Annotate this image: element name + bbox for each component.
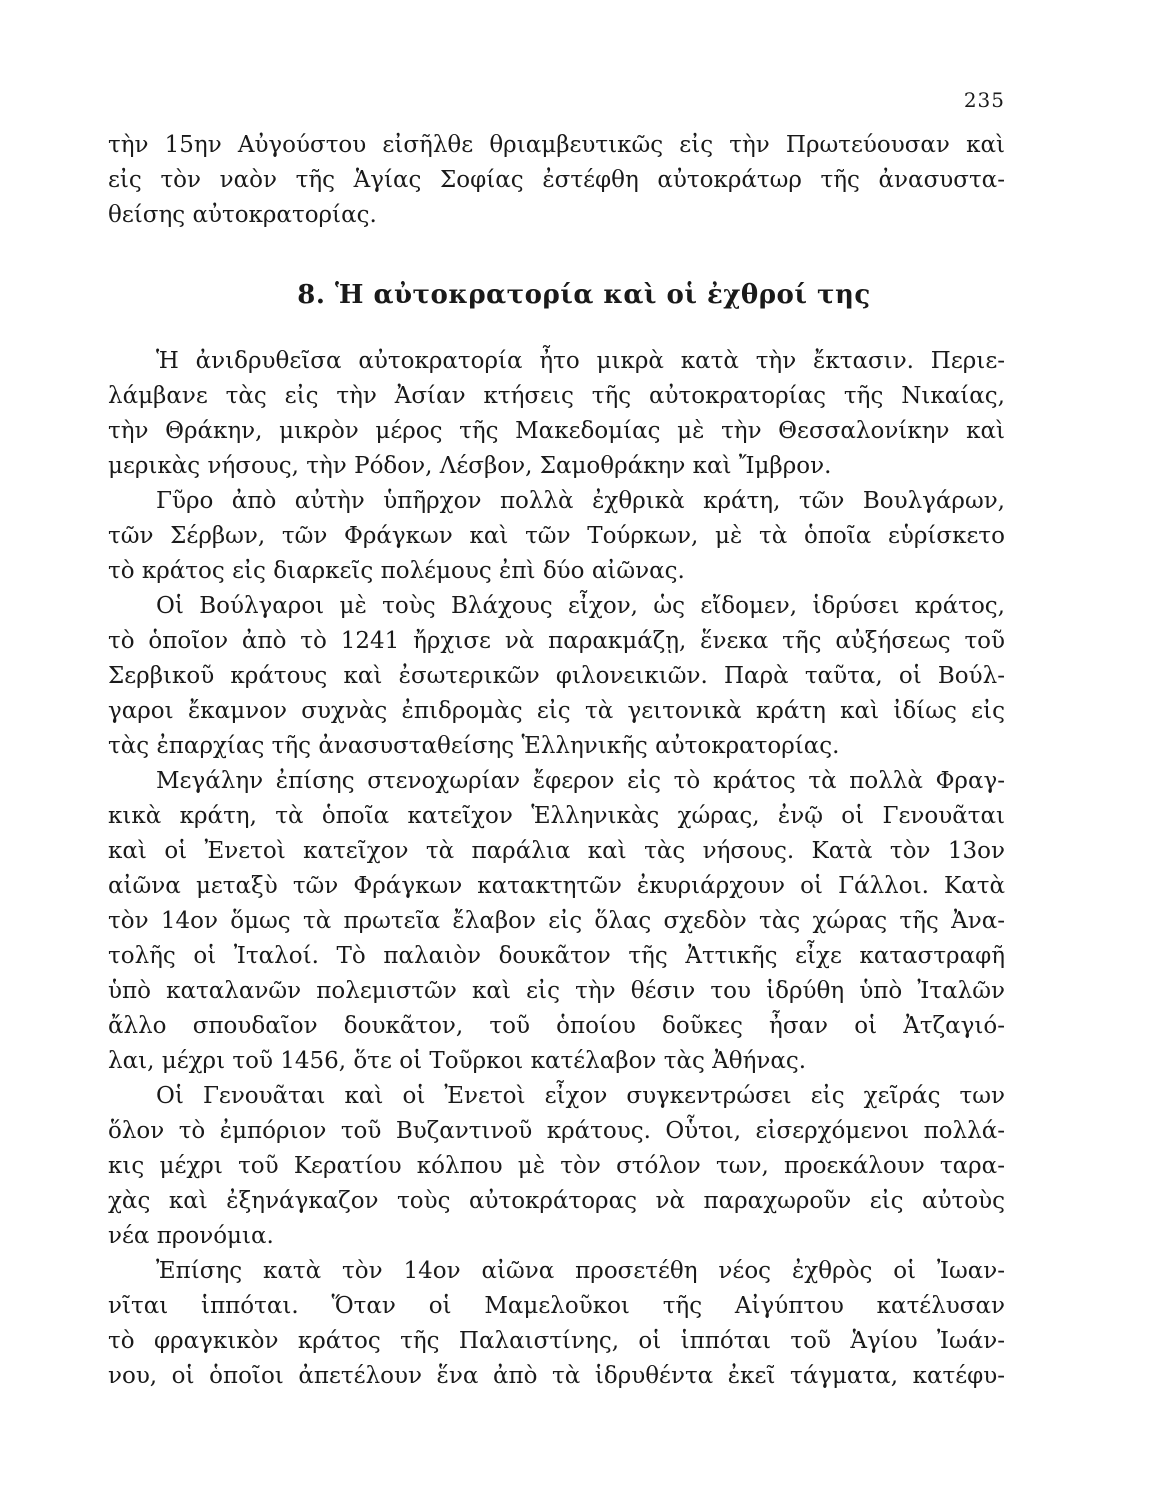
text-line: νου, οἱ ὁποῖοι ἀπετέλουν ἕνα ἀπὸ τὰ ἱδρυθέντα ἐκεῖ τάγματα, κατέφυ- (108, 1363, 1005, 1389)
text-line: αἰῶνα μεταξὺ τῶν Φράγκων κατακτητῶν ἐκυριάρχουν οἱ Γάλλοι. Κατὰ (108, 873, 1005, 899)
text-line: τὴν Θράκην, μικρὸν μέρος τῆς Μακεδομίας μὲ τὴν Θεσσαλονίκην καὶ (108, 418, 1005, 444)
text-line: καὶ οἱ Ἐνετοὶ κατεῖχον τὰ παράλια καὶ τὰς νήσους. Κατὰ τὸν 13ον (108, 838, 1005, 864)
text-line: τὸ φραγκικὸν κράτος τῆς Παλαιστίνης, οἱ ἱππόται τοῦ Ἁγίου Ἰωάν- (108, 1328, 1005, 1354)
text-line: λάμβανε τὰς εἰς τὴν Ἀσίαν κτήσεις τῆς αὐτοκρατορίας τῆς Νικαίας, (108, 383, 1005, 409)
text-line: εἰς τὸν ναὸν τῆς Ἁγίας Σοφίας ἐστέφθη αὐτοκράτωρ τῆς ἀνασυστα- (108, 167, 1005, 193)
text-line: κικὰ κράτη, τὰ ὁποῖα κατεῖχον Ἑλληνικὰς χώρας, ἐνῷ οἱ Γενουᾶται (108, 803, 1005, 829)
text-line: τῶν Σέρβων, τῶν Φράγκων καὶ τῶν Τούρκων, μὲ τὰ ὁποῖα εὑρίσκετο (108, 523, 1005, 549)
text-line: ἄλλο σπουδαῖον δουκᾶτον, τοῦ ὁποίου δοῦκες ἦσαν οἱ Ἀτζαγιό- (108, 1013, 1005, 1039)
text-line: τὰς ἐπαρχίας τῆς ἀνασυσταθείσης Ἑλληνικῆς αὐτοκρατορίας. (108, 733, 840, 759)
text-line: τὴν 15ην Αὐγούστου εἰσῆλθε θριαμβευτικῶς εἰς τὴν Πρωτεύουσαν καὶ (108, 132, 1005, 158)
page-number: 235 (963, 88, 1005, 112)
section-body (108, 344, 1005, 1394)
text-line: νῖται ἱππόται. Ὅταν οἱ Μαμελοῦκοι τῆς Αἰγύπτου κατέλυσαν (108, 1293, 1005, 1319)
text-line: γαροι ἔκαμνον συχνὰς ἐπιδρομὰς εἰς τὰ γειτονικὰ κράτη καὶ ἰδίως εἰς (108, 698, 1005, 724)
text-line: νέα προνόμια. (108, 1223, 274, 1249)
text-line: Γῦρο ἀπὸ αὐτὴν ὑπῆρχον πολλὰ ἐχθρικὰ κράτη, τῶν Βουλγάρων, (156, 488, 1005, 514)
text-line: ὑπὸ καταλανῶν πολεμιστῶν καὶ εἰς τὴν θέσιν του ἱδρύθη ὑπὸ Ἰταλῶν (108, 978, 1005, 1004)
text-line: τὸ κράτος εἰς διαρκεῖς πολέμους ἐπὶ δύο αἰῶνας. (108, 558, 685, 584)
text-line: Οἱ Βούλγαροι μὲ τοὺς Βλάχους εἶχον, ὡς εἴδομεν, ἱδρύσει κράτος, (156, 593, 1005, 619)
section-heading: 8. Ἡ αὐτοκρατορία καὶ οἱ ἐχθροί της (297, 280, 871, 310)
text-line: χὰς καὶ ἐξηνάγκαζον τοὺς αὐτοκράτορας νὰ παραχωροῦν εἰς αὐτοὺς (108, 1188, 1005, 1214)
text-line: Σερβικοῦ κράτους καὶ ἐσωτερικῶν φιλονεικιῶν. Παρὰ ταῦτα, οἱ Βούλ- (108, 663, 1005, 689)
text-line: τὸν 14ον ὅμως τὰ πρωτεῖα ἔλαβον εἰς ὅλας σχεδὸν τὰς χώρας τῆς Ἀνα- (108, 908, 1005, 934)
text-line: ὅλον τὸ ἐμπόριον τοῦ Βυζαντινοῦ κράτους. Οὗτοι, εἰσερχόμενοι πολλά- (108, 1118, 1005, 1144)
text-line: Οἱ Γενουᾶται καὶ οἱ Ἐνετοὶ εἶχον συγκεντρώσει εἰς χεῖράς των (156, 1083, 1005, 1109)
text-line: θείσης αὐτοκρατορίας. (108, 202, 377, 228)
text-line: τὸ ὁποῖον ἀπὸ τὸ 1241 ἤρχισε νὰ παρακμάζῃ, ἕνεκα τῆς αὐξήσεως τοῦ (108, 628, 1005, 654)
text-line: κις μέχρι τοῦ Κερατίου κόλπου μὲ τὸν στόλον των, προεκάλουν ταρα- (108, 1153, 1005, 1179)
text-line: Ἡ ἀνιδρυθεῖσα αὐτοκρατορία ἦτο μικρὰ κατὰ τὴν ἔκτασιν. Περιε- (156, 348, 1005, 374)
text-line: λαι, μέχρι τοῦ 1456, ὅτε οἱ Τοῦρκοι κατέλαβον τὰς Ἀθήνας. (108, 1048, 807, 1074)
text-line: μερικὰς νήσους, τὴν Ρόδον, Λέσβον, Σαμοθράκην καὶ Ἴμβρον. (108, 453, 832, 479)
text-line: Μεγάλην ἐπίσης στενοχωρίαν ἔφερον εἰς τὸ κράτος τὰ πολλὰ Φραγ- (156, 768, 1005, 794)
intro-paragraph (108, 128, 1005, 233)
text-line: τολῆς οἱ Ἰταλοί. Τὸ παλαιὸν δουκᾶτον τῆς Ἀττικῆς εἶχε καταστραφῆ (108, 943, 1005, 969)
text-line: Ἐπίσης κατὰ τὸν 14ον αἰῶνα προσετέθη νέος ἐχθρὸς οἱ Ἰωαν- (156, 1258, 1005, 1284)
